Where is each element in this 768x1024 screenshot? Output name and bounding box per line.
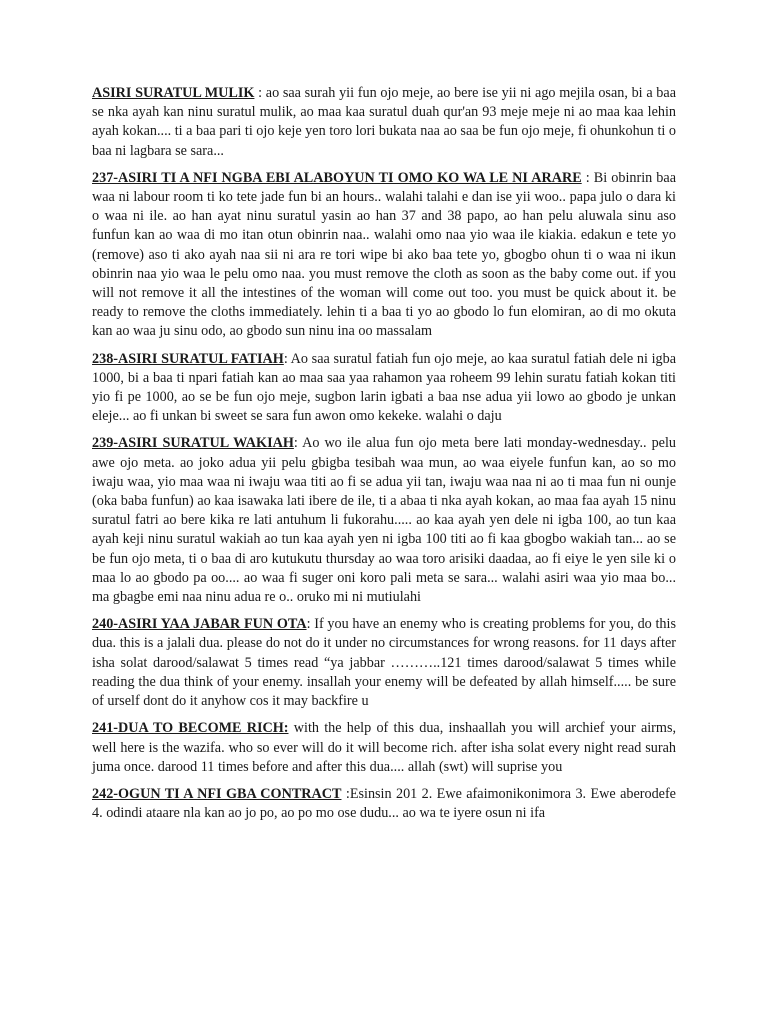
section-242 — [92, 785, 676, 823]
section-heading: 240-ASIRI YAA JABAR FUN OTA — [92, 616, 307, 633]
section-asiri-suratul-mulik — [92, 84, 676, 161]
document-page — [92, 84, 676, 831]
section-237 — [92, 169, 676, 342]
section-body: Ao wo ile alua fun ojo meta bere lati monday-wednesday.. pelu awe ojo meta. ao joko adua yii pelu gbigba tesibah waa mun, ao waa eiyele funfun kan, ao so mo iwaju waa, yio maa waa ni iwaju waa titi ao fi se adua yii tan, iwaju waa naa ni ao ti maa fun ni ounje (oka baba funfun) ao kaa isawaka lati ibere de ile, ti a abaa ti nka ayah kokan, ao maa faa ayah 15 ninu suratul fatri ao bere kika re lati antuhum li fukorahu..... ao kaa ayah yen dele ni igba 100, ao tun kaa ayah keji ninu suratul wakiah ao tun kaa ayah yen ni igba 100 titi ao fi kaa gbogbo wakiah tan... ao se be fun ojo meta, ti o baa di aro kutukutu thursday ao waa toro arisiki daadaa, ao fi eiye le yen sile ki o maa lo ao gbodo pa oo.... ao waa fi suger oni koro pali meta se sara... walahi asiri waa yio maa bo... ma gbagbe emi naa ninu adua re o.. oruko mi ni mutiulahi — [92, 435, 676, 606]
section-heading: 242-OGUN TI A NFI GBA CONTRACT — [92, 785, 342, 802]
section-separator: : — [293, 435, 303, 452]
section-heading: 237-ASIRI TI A NFI NGBA EBI ALABOYUN TI OMO KO WA LE NI ARARE — [92, 169, 582, 186]
section-240 — [92, 615, 676, 711]
section-heading: ASIRI SURATUL MULIK — [92, 85, 255, 101]
section-separator: : — [306, 616, 315, 633]
section-238 — [92, 350, 676, 427]
section-separator: : — [581, 169, 594, 186]
section-body: Bi obinrin baa waa ni labour room ti ko tete jade fun bi an hours.. walahi talahi e dan ise yii woo.. papa julo o dara ki o waa ni ile. ao han ayat ninu suratul yasin ao han 37 and 38 papo, ao han pelu aluwala sinu aso funfun kan ao waa di mo itan otun obinrin naa.. walahi omo naa yio waa ile kiakia. edakun e tete yo (remove) aso ti ako ayah naa sii ni ara re tori wipe bi ako baa tete yo, gbogbo ohun ti o waa ni ikun obinrin naa yio waa le pelu omo naa. you must remove the cloth as soon as the baby come out. if you will not remove it all the intestines of the woman will come out too. you must be quick about it. be ready to remove the cloths immediately. lehin ti a baa ti yo ao gbodo lo fun elomiran, ao di mo okuta kan ao waa ju sinu odo, ao gbodo sun ninu ina oo massalam — [92, 169, 676, 340]
section-241 — [92, 719, 676, 777]
section-239 — [92, 434, 676, 607]
section-heading: 239-ASIRI SURATUL WAKIAH — [92, 435, 294, 452]
section-separator: : — [283, 350, 291, 367]
section-separator: : — [341, 785, 350, 802]
section-heading: 241-DUA TO BECOME RICH: — [92, 720, 289, 737]
section-body: with the help of this dua, inshaallah you will archief your airms, well here is the wazifa. who so ever will do it will become rich. after isha solat every night read surah juma once. darood 11 times before and after this dua.... allah (swt) will suprise you — [92, 720, 677, 775]
section-body: ao saa surah yii fun ojo meje, ao bere ise yii ni ago mejila osan, bi a baa se nka ayah kan ninu suratul mulik, ao maa kaa suratul duah qur'an 93 meje meje ni ao maa kaa lehin ayah kokan.... ti a baa pari ti ojo keje yen toro lori bukata naa ao saa be fun ojo meje, fi ohunkohun ti o baa ni lagbara se sara... — [92, 85, 676, 159]
section-heading: 238-ASIRI SURATUL FATIAH — [92, 350, 284, 367]
section-body: Esinsin 201 2. Ewe afaimonikonimora 3. Ewe aberodefe 4. odindi ataare nla kan ao jo po, ao po mo ose dudu... ao wa te iyere osun ni ifa — [92, 785, 676, 822]
section-body: If you have an enemy who is creating problems for you, do this dua. this is a jalali dua. please do not do it under no circumstances for wrong reasons. for 11 days after isha solat darood/salawat 5 times read “ya jabbar ………..121 times darood/salawat 5 times while reading the dua think of your enemy. insallah your enemy will be defeated by allah himself..... be sure of urself dont do it anyhow cos it may backfire u — [92, 616, 676, 710]
section-body: Ao saa suratul fatiah fun ojo meje, ao kaa suratul fatiah dele ni igba 1000, bi a baa ti npari fatiah kan ao maa saa yaa rahamon yaa roheem 99 lehin suratu fatiah kokan titi yio fi pe 1000, ao se be fun ojo meje, sugbon larin igbati a baa nse adua yii lowo ao gbodo je unkan eleje... ao fi unkan bi sweet se sara fun awon omo kekeke. walahi o daju — [92, 350, 676, 425]
section-separator: : — [254, 85, 266, 101]
